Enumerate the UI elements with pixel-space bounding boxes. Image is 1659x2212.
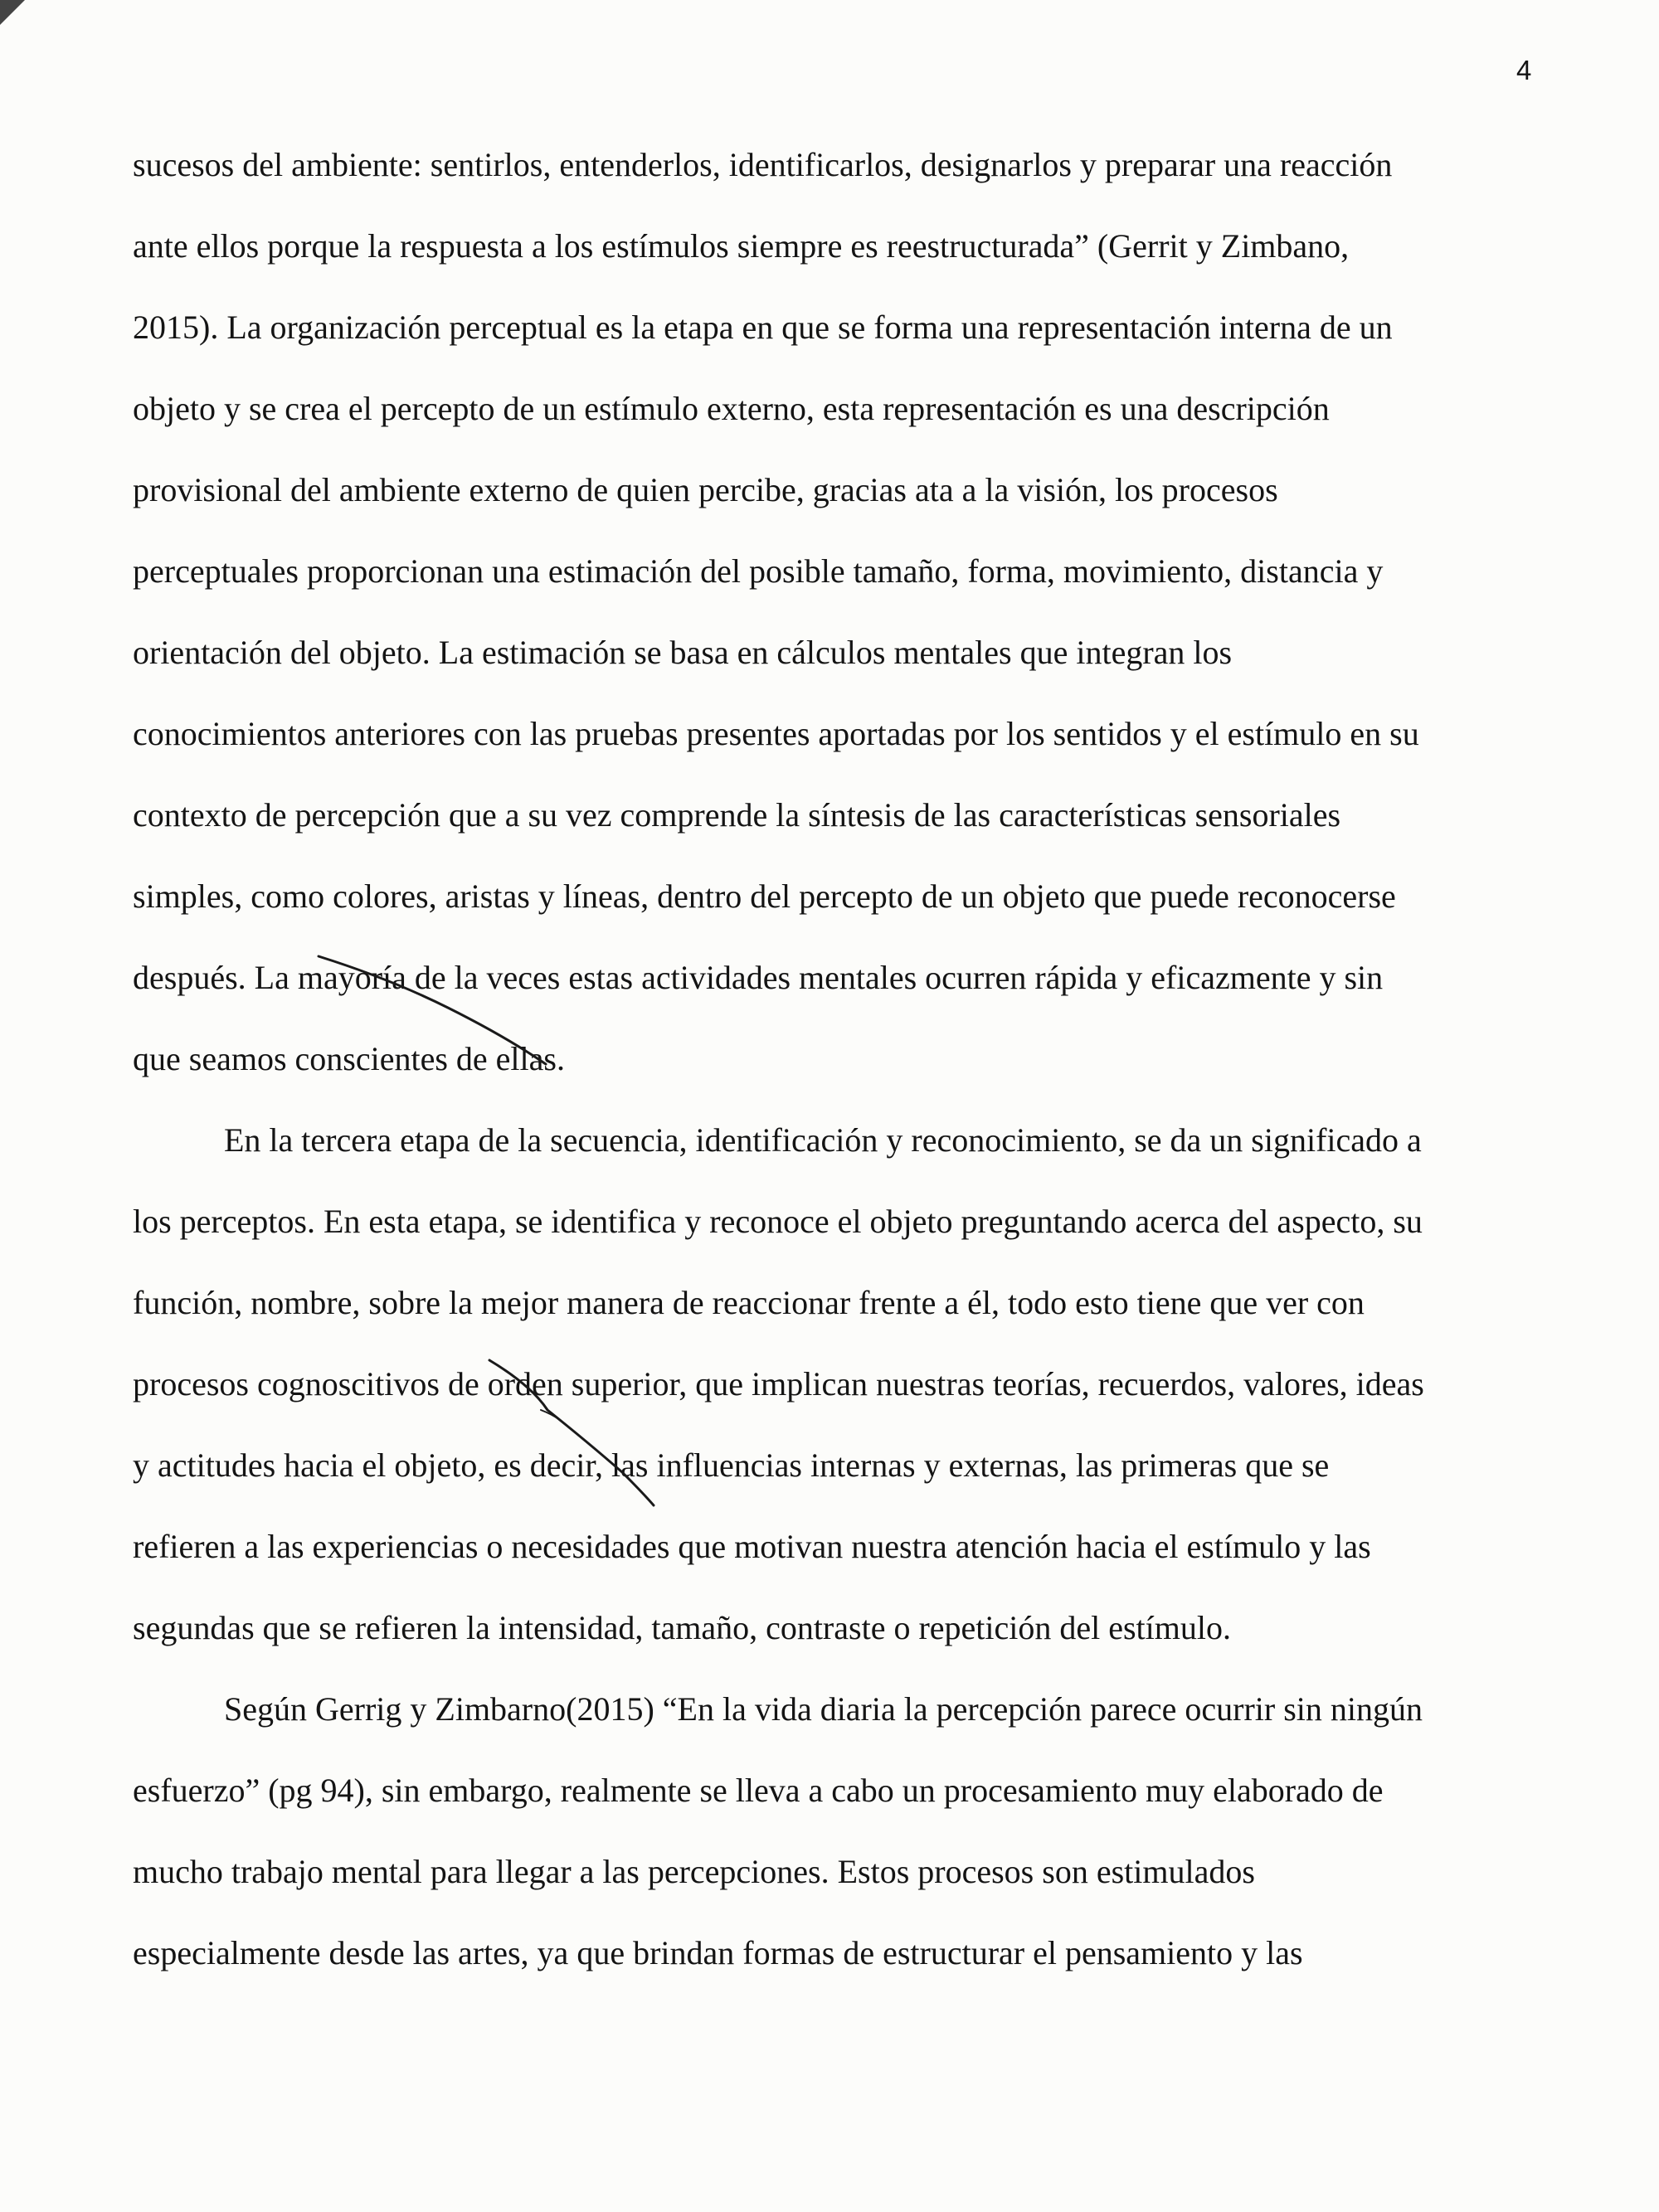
text-line: provisional del ambiente externo de quien percibe, gracias ata a la visión, los procesos: [133, 471, 1278, 508]
page-number: 4: [1516, 55, 1532, 85]
text-line: conocimientos anteriores con las pruebas presentes aportadas por los sentidos y el estímulo en su: [133, 715, 1419, 752]
text-line: sucesos del ambiente: sentirlos, entenderlos, identificarlos, designarlos y preparar una reacción: [133, 146, 1393, 183]
text-line: función, nombre, sobre la mejor manera de reaccionar frente a él, todo esto tiene que ver con: [133, 1284, 1365, 1321]
body-text: [133, 124, 1543, 1994]
text-line: refieren a las experiencias o necesidades que motivan nuestra atención hacia el estímulo y las: [133, 1528, 1371, 1565]
text-line: procesos cognoscitivos de orden superior, que implican nuestras teorías, recuerdos, valores, ideas: [133, 1365, 1424, 1403]
text-line: que seamos conscientes de ellas.: [133, 1040, 565, 1077]
text-line: después. La mayoría de la veces estas actividades mentales ocurren rápida y eficazmente y sin: [133, 959, 1384, 996]
text-line: esfuerzo” (pg 94), sin embargo, realmente se lleva a cabo un procesamiento muy elaborado de: [133, 1772, 1384, 1809]
text-line: y actitudes hacia el objeto, es decir, las influencias internas y externas, las primeras que se: [133, 1446, 1330, 1484]
text-line: objeto y se crea el percepto de un estímulo externo, esta representación es una descripción: [133, 390, 1330, 427]
paragraph-start-line: En la tercera etapa de la secuencia, identificación y reconocimiento, se da un significado a: [224, 1121, 1422, 1159]
text-line: los perceptos. En esta etapa, se identifica y reconoce el objeto preguntando acerca del aspecto, su: [133, 1203, 1423, 1240]
text-line: contexto de percepción que a su vez comprende la síntesis de las características sensoriales: [133, 796, 1341, 834]
text-line: simples, como colores, aristas y líneas, dentro del percepto de un objeto que puede reconocerse: [133, 878, 1396, 915]
page-corner-shadow: [0, 0, 25, 25]
text-line: segundas que se refieren la intensidad, tamaño, contraste o repetición del estímulo.: [133, 1609, 1232, 1646]
text-line: especialmente desde las artes, ya que brindan formas de estructurar el pensamiento y las: [133, 1934, 1303, 1971]
text-line: 2015). La organización perceptual es la etapa en que se forma una representación interna de un: [133, 309, 1393, 346]
text-line: perceptuales proporcionan una estimación del posible tamaño, forma, movimiento, distancia y: [133, 552, 1384, 590]
text-line: mucho trabajo mental para llegar a las percepciones. Estos procesos son estimulados: [133, 1853, 1255, 1890]
text-line: orientación del objeto. La estimación se basa en cálculos mentales que integran los: [133, 634, 1233, 671]
paragraph-start-line: Según Gerrig y Zimbarno(2015) “En la vida diaria la percepción parece ocurrir sin ningún: [224, 1690, 1423, 1728]
text-line: ante ellos porque la respuesta a los estímulos siempre es reestructurada” (Gerrit y Zimbano,: [133, 227, 1350, 265]
